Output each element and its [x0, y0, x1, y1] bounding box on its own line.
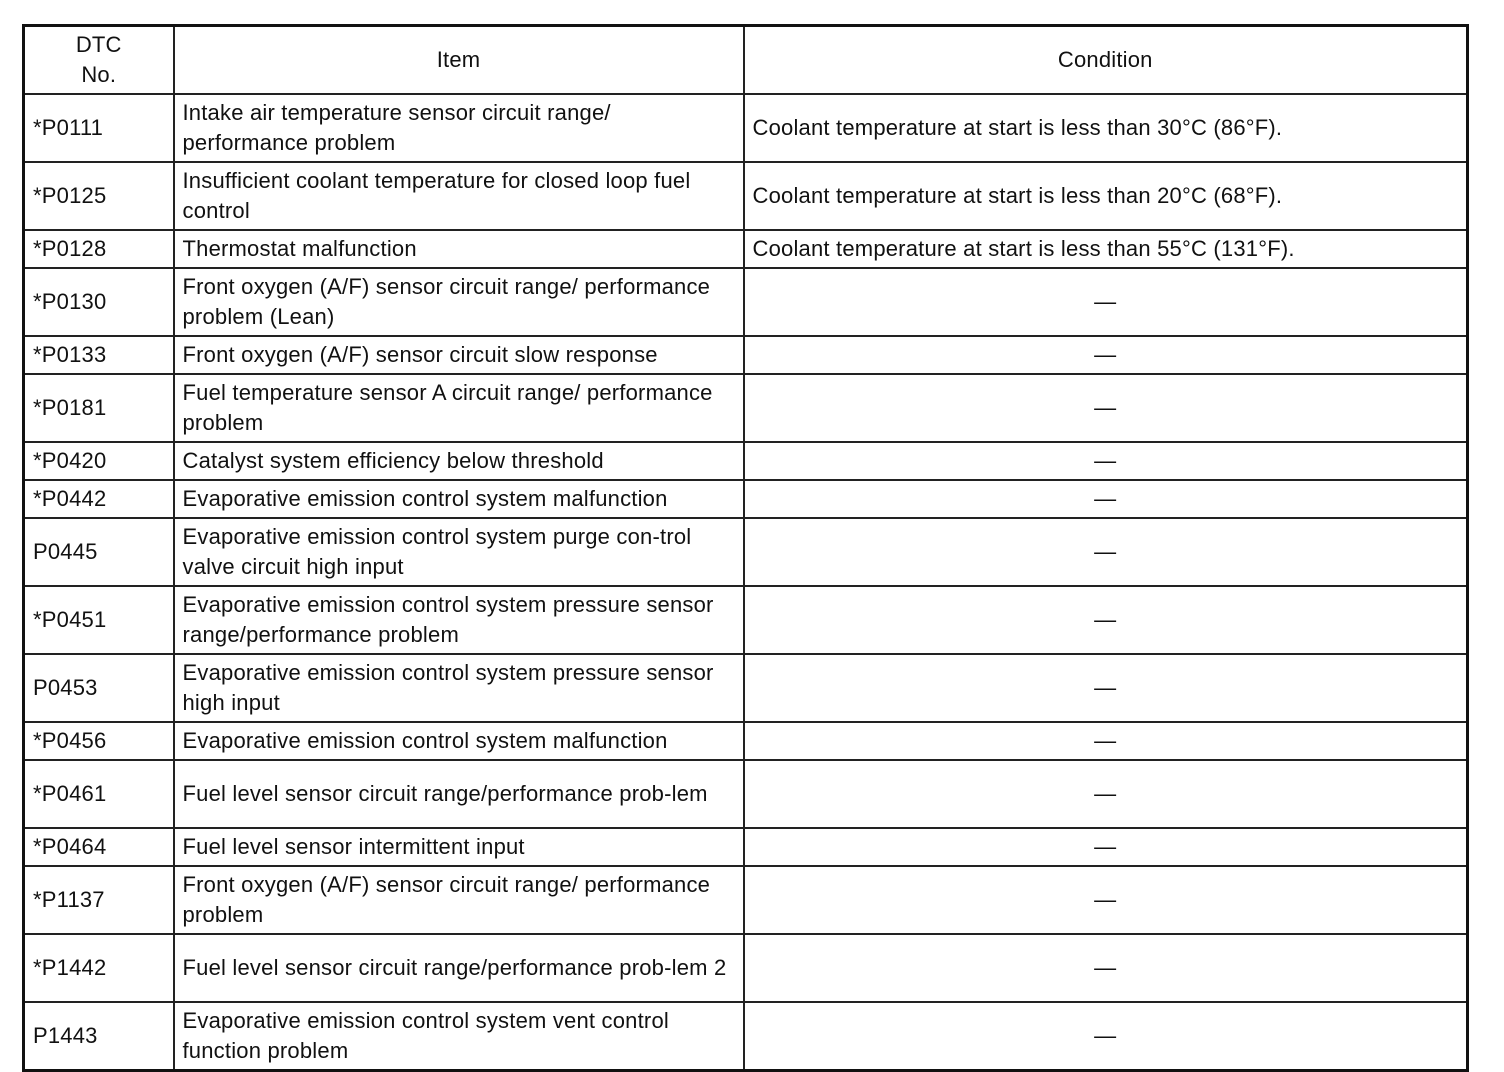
- dtc-code-cell: P1443: [24, 1002, 174, 1071]
- condition-cell: —: [744, 934, 1468, 1002]
- dtc-code-cell: P0453: [24, 654, 174, 722]
- table-row: [24, 442, 1468, 480]
- table-body: [24, 94, 1468, 1071]
- dtc-code-cell: *P0130: [24, 268, 174, 336]
- dtc-code-cell: *P0111: [24, 94, 174, 162]
- item-description-cell: Front oxygen (A/F) sensor circuit slow response: [174, 336, 744, 374]
- item-description-cell: Evaporative emission control system malfunction: [174, 722, 744, 760]
- item-description-cell: Front oxygen (A/F) sensor circuit range/ performance problem (Lean): [174, 268, 744, 336]
- table-row: [24, 722, 1468, 760]
- table-row: [24, 268, 1468, 336]
- dtc-code-cell: P0445: [24, 518, 174, 586]
- table-row: [24, 162, 1468, 230]
- condition-cell: —: [744, 654, 1468, 722]
- item-description-cell: Evaporative emission control system malfunction: [174, 480, 744, 518]
- item-description-cell: Intake air temperature sensor circuit range/ performance problem: [174, 94, 744, 162]
- table-row: [24, 480, 1468, 518]
- item-description-cell: Fuel level sensor circuit range/performance prob-lem: [174, 760, 744, 828]
- table-header-row: [24, 26, 1468, 95]
- header-item: Item: [174, 26, 744, 95]
- table-row: [24, 654, 1468, 722]
- table-row: [24, 374, 1468, 442]
- dtc-code-cell: *P0125: [24, 162, 174, 230]
- header-dtc-no: [24, 26, 174, 95]
- dtc-code-cell: *P0451: [24, 586, 174, 654]
- table-row: [24, 586, 1468, 654]
- item-description-cell: Evaporative emission control system pressure sensor high input: [174, 654, 744, 722]
- table-row: [24, 828, 1468, 866]
- dtc-code-cell: *P1442: [24, 934, 174, 1002]
- item-description-cell: Fuel level sensor circuit range/performance prob-lem 2: [174, 934, 744, 1002]
- table-row: [24, 94, 1468, 162]
- condition-cell: Coolant temperature at start is less than 55°C (131°F).: [744, 230, 1468, 268]
- item-description-cell: Thermostat malfunction: [174, 230, 744, 268]
- item-description-cell: Fuel temperature sensor A circuit range/ performance problem: [174, 374, 744, 442]
- dtc-condition-table: [22, 24, 1469, 1072]
- condition-cell: —: [744, 374, 1468, 442]
- condition-cell: —: [744, 336, 1468, 374]
- item-description-cell: Evaporative emission control system vent control function problem: [174, 1002, 744, 1071]
- dtc-code-cell: *P0128: [24, 230, 174, 268]
- condition-cell: —: [744, 722, 1468, 760]
- condition-cell: —: [744, 828, 1468, 866]
- item-description-cell: Fuel level sensor intermittent input: [174, 828, 744, 866]
- header-dtc-line1: DTC: [75, 32, 122, 57]
- dtc-code-cell: *P0456: [24, 722, 174, 760]
- dtc-code-cell: *P0133: [24, 336, 174, 374]
- header-condition: Condition: [744, 26, 1468, 95]
- table-row: [24, 336, 1468, 374]
- item-description-cell: Evaporative emission control system purge con-trol valve circuit high input: [174, 518, 744, 586]
- condition-cell: —: [744, 1002, 1468, 1071]
- table-row: [24, 760, 1468, 828]
- table-row: [24, 230, 1468, 268]
- condition-cell: Coolant temperature at start is less than 30°C (86°F).: [744, 94, 1468, 162]
- dtc-code-cell: *P0461: [24, 760, 174, 828]
- item-description-cell: Front oxygen (A/F) sensor circuit range/ performance problem: [174, 866, 744, 934]
- item-description-cell: Insufficient coolant temperature for closed loop fuel control: [174, 162, 744, 230]
- condition-cell: —: [744, 866, 1468, 934]
- condition-cell: —: [744, 442, 1468, 480]
- dtc-code-cell: *P0420: [24, 442, 174, 480]
- dtc-code-cell: *P0464: [24, 828, 174, 866]
- condition-cell: —: [744, 268, 1468, 336]
- condition-cell: —: [744, 586, 1468, 654]
- table-row: [24, 866, 1468, 934]
- table-row: [24, 1002, 1468, 1071]
- dtc-code-cell: *P1137: [24, 866, 174, 934]
- dtc-code-cell: *P0442: [24, 480, 174, 518]
- dtc-table-sheet: [22, 24, 1466, 1072]
- dtc-code-cell: *P0181: [24, 374, 174, 442]
- condition-cell: Coolant temperature at start is less than 20°C (68°F).: [744, 162, 1468, 230]
- table-row: [24, 518, 1468, 586]
- header-dtc-line2: No.: [81, 62, 117, 87]
- condition-cell: —: [744, 760, 1468, 828]
- item-description-cell: Evaporative emission control system pressure sensor range/performance problem: [174, 586, 744, 654]
- condition-cell: —: [744, 518, 1468, 586]
- condition-cell: —: [744, 480, 1468, 518]
- table-row: [24, 934, 1468, 1002]
- item-description-cell: Catalyst system efficiency below threshold: [174, 442, 744, 480]
